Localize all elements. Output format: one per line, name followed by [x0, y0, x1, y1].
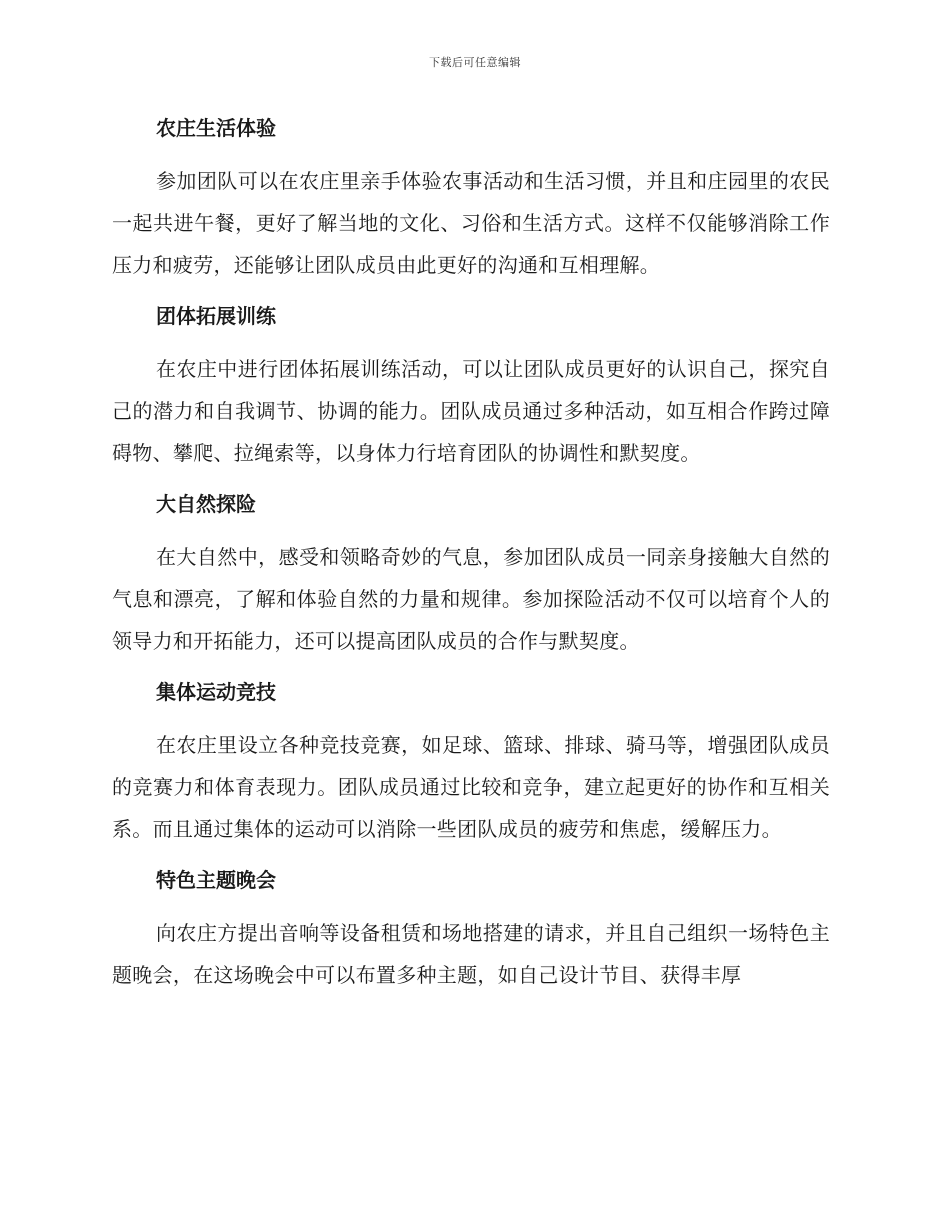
section-heading: 团体拓展训练: [156, 304, 276, 328]
section-paragraph: 在农庄里设立各种竞技竞赛，如足球、篮球、排球、骑马等，增强团队成员的竞赛力和体育表现力。团队成员通过比较和竞争，建立起更好的协作和互相关系。而且通过集体的运动可以消除一些团队成员的疲劳和焦虑，缓解压力。: [112, 733, 830, 841]
section-heading: 特色主题晚会: [156, 868, 276, 892]
section-heading: 集体运动竞技: [156, 680, 276, 704]
section-heading: 农庄生活体验: [156, 116, 276, 140]
section-team-training: [112, 296, 830, 474]
section-paragraph: 参加团队可以在农庄里亲手体验农事活动和生活习惯，并且和庄园里的农民一起共进午餐，更好了解当地的文化、习俗和生活方式。这样不仅能够消除工作压力和疲劳，还能够让团队成员由此更好的沟通和互相理解。: [112, 169, 830, 277]
section-paragraph: 在农庄中进行团体拓展训练活动，可以让团队成员更好的认识自己，探究自己的潜力和自我调节、协调的能力。团队成员通过多种活动，如互相合作跨过障碍物、攀爬、拉绳索等，以身体力行培育团队的协调性和默契度。: [112, 357, 830, 465]
section-heading: 大自然探险: [156, 492, 256, 516]
section-nature-adventure: [112, 484, 830, 662]
section-theme-party: [112, 860, 830, 996]
section-paragraph: 向农庄方提出音响等设备租赁和场地搭建的请求，并且自己组织一场特色主题晚会，在这场晚会中可以布置多种主题，如自己设计节目、获得丰厚: [112, 921, 830, 987]
header-note: 下载后可任意编辑: [429, 56, 521, 69]
document-content: [112, 108, 830, 1006]
section-farm-life: [112, 108, 830, 286]
section-group-sports: [112, 672, 830, 850]
section-paragraph: 在大自然中，感受和领略奇妙的气息，参加团队成员一同亲身接触大自然的气息和漂亮，了解和体验自然的力量和规律。参加探险活动不仅可以培育个人的领导力和开拓能力，还可以提高团队成员的合作与默契度。: [112, 545, 830, 653]
